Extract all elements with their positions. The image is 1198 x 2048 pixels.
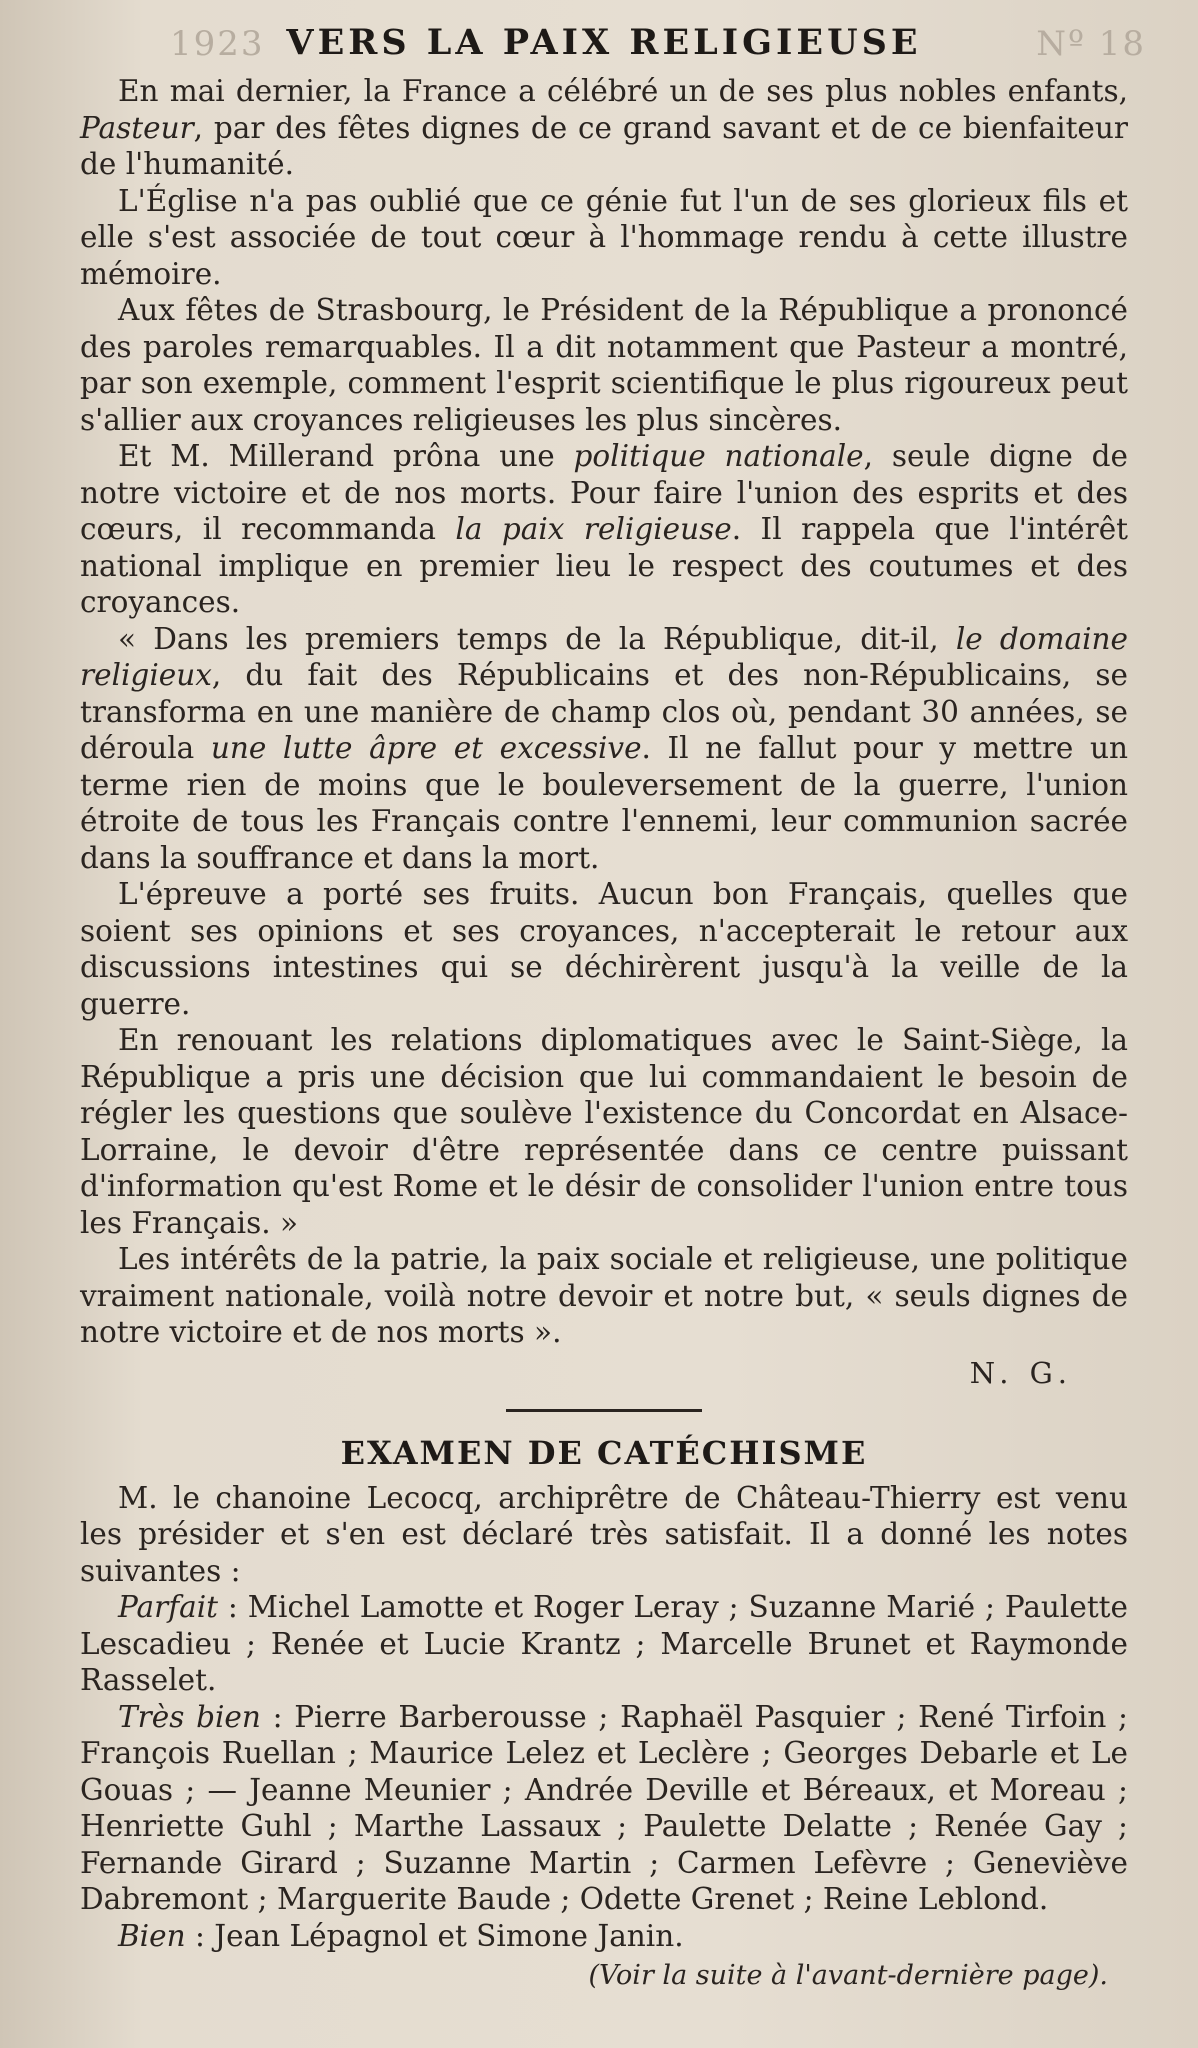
exam-intro: M. le chanoine Lecocq, archiprêtre de Château-Thierry est venu les présider et s'en est déclaré très satisfait. Il a donné les notes suivantes : — [80, 1480, 1128, 1588]
emphasis-domaine-religieux: le domaine religieux — [80, 621, 1128, 692]
article-examen-catechisme — [80, 1434, 1128, 1995]
grade-parfait — [80, 1589, 1128, 1699]
emphasis-paix-religieuse: la paix religieuse — [455, 512, 732, 546]
grade-bien — [80, 1918, 1128, 1955]
grade-label: Très bien — [118, 1699, 261, 1734]
grade-names: : Pierre Barberousse ; Raphaël Pasquier ; René Tirfoin ; François Ruellan ; Maurice Lelez et Leclère ; Georges Debarle et Le Gouas ; — Jeanne Meunier ; Andrée Deville et Béreaux, et Moreau ; Henriette Guhl ; Marthe Lassaux ; Paulette Delatte ; Renée Gay ; Fernande Girard ; Suzanne Martin ; Carmen Lefèvre ; Geneviève Dabremont ; Marguerite Baude ; Odette Grenet ; Reine Leblond. — [80, 1699, 1128, 1916]
paragraph-7: En renouant les relations diplomatiques avec le Saint-Siège, la République a pris une décision que lui commandaient le besoin de régler les questions que soulève l'existence du Concordat en Alsace-Lorraine, le devoir d'être représentée dans ce centre puissant d'information qu'est Rome et le désir de consolider l'union entre tous les Français. » — [80, 1023, 1128, 1240]
emphasis-lutte: une lutte âpre et excessive — [210, 731, 642, 765]
emphasis-pasteur: Pasteur — [80, 110, 194, 145]
author-signature: N. G. — [969, 1355, 1073, 1390]
grade-label: Parfait — [118, 1590, 219, 1624]
article-title: EXAMEN DE CATÉCHISME — [340, 1433, 868, 1472]
grade-names: : Michel Lamotte et Roger Leray ; Suzanne Marié ; Paulette Lescadieu ; Renée et Lucie Krantz ; Marcelle Brunet et Raymonde Rasselet. — [80, 1590, 1128, 1697]
emphasis-politique-nationale: politique nationale — [573, 439, 864, 473]
bleed-through-right: Nº 18 — [1036, 24, 1146, 64]
paragraph-2: L'Église n'a pas oublié que ce génie fut l'un de ses glorieux fils et elle s'est associée de tout cœur à l'hommage rendu à cette illustre mémoire. — [80, 183, 1128, 291]
section-divider — [506, 1409, 702, 1412]
paragraph-1: En mai dernier, la France a célébré un de ses plus nobles enfants, Pasteur, par des fêtes dignes de ce grand savant et de ce bienfaiteur de l'humanité. — [80, 74, 1128, 181]
paragraph-8: Les intérêts de la patrie, la paix sociale et religieuse, une politique vraiment nationale, voilà notre devoir et notre but, « seuls dignes de notre victoire et de nos morts ». — [80, 1242, 1128, 1349]
grade-tres-bien — [80, 1699, 1128, 1918]
article-title: VERS LA PAIX RELIGIEUSE — [286, 22, 922, 63]
grade-names: : Jean Lépagnol et Simone Janin. — [185, 1918, 684, 1953]
paragraph-3: Aux fêtes de Strasbourg, le Président de la République a prononcé des paroles remarquables. Il a dit notamment que Pasteur a montré, par son exemple, comment l'esprit scientifique le plus rigoureux peut s'allier aux croyances religieuses les plus sincères. — [80, 293, 1128, 437]
paragraph-4: Et M. Millerand prôna une politique nationale, seule digne de notre victoire et de nos morts. Pour faire l'union des esprits et des cœurs, il recommanda la paix religieuse. Il rappela que l'intérêt national implique en premier lieu le respect des coutumes et des croyances. — [80, 439, 1129, 619]
paragraph-5-quote: « Dans les premiers temps de la République, dit-il, le domaine religieux, du fait des Républicains et des non-Républicains, se transforma en une manière de champ clos où, pendant 30 années, se déroula une lutte âpre et excessive. Il ne fallut pour y mettre un terme rien de moins que le bouleversement de la guerre, l'union étroite de tous les Français contre l'ennemi, leur communion sacrée dans la souffrance et dans la mort. — [80, 621, 1128, 875]
article-paix-religieuse — [80, 22, 1128, 1391]
bleed-through-left: 1923 — [170, 24, 265, 64]
paragraph-6: L'épreuve a porté ses fruits. Aucun bon Français, quelles que soient ses opinions et ses croyances, n'accepterait le retour aux discussions intestines qui se déchirèrent jusqu'à la veille de la guerre. — [80, 877, 1128, 1021]
grade-label: Bien — [118, 1918, 186, 1953]
continued-note: (Voir la suite à l'avant-dernière page). — [588, 1960, 1108, 1991]
